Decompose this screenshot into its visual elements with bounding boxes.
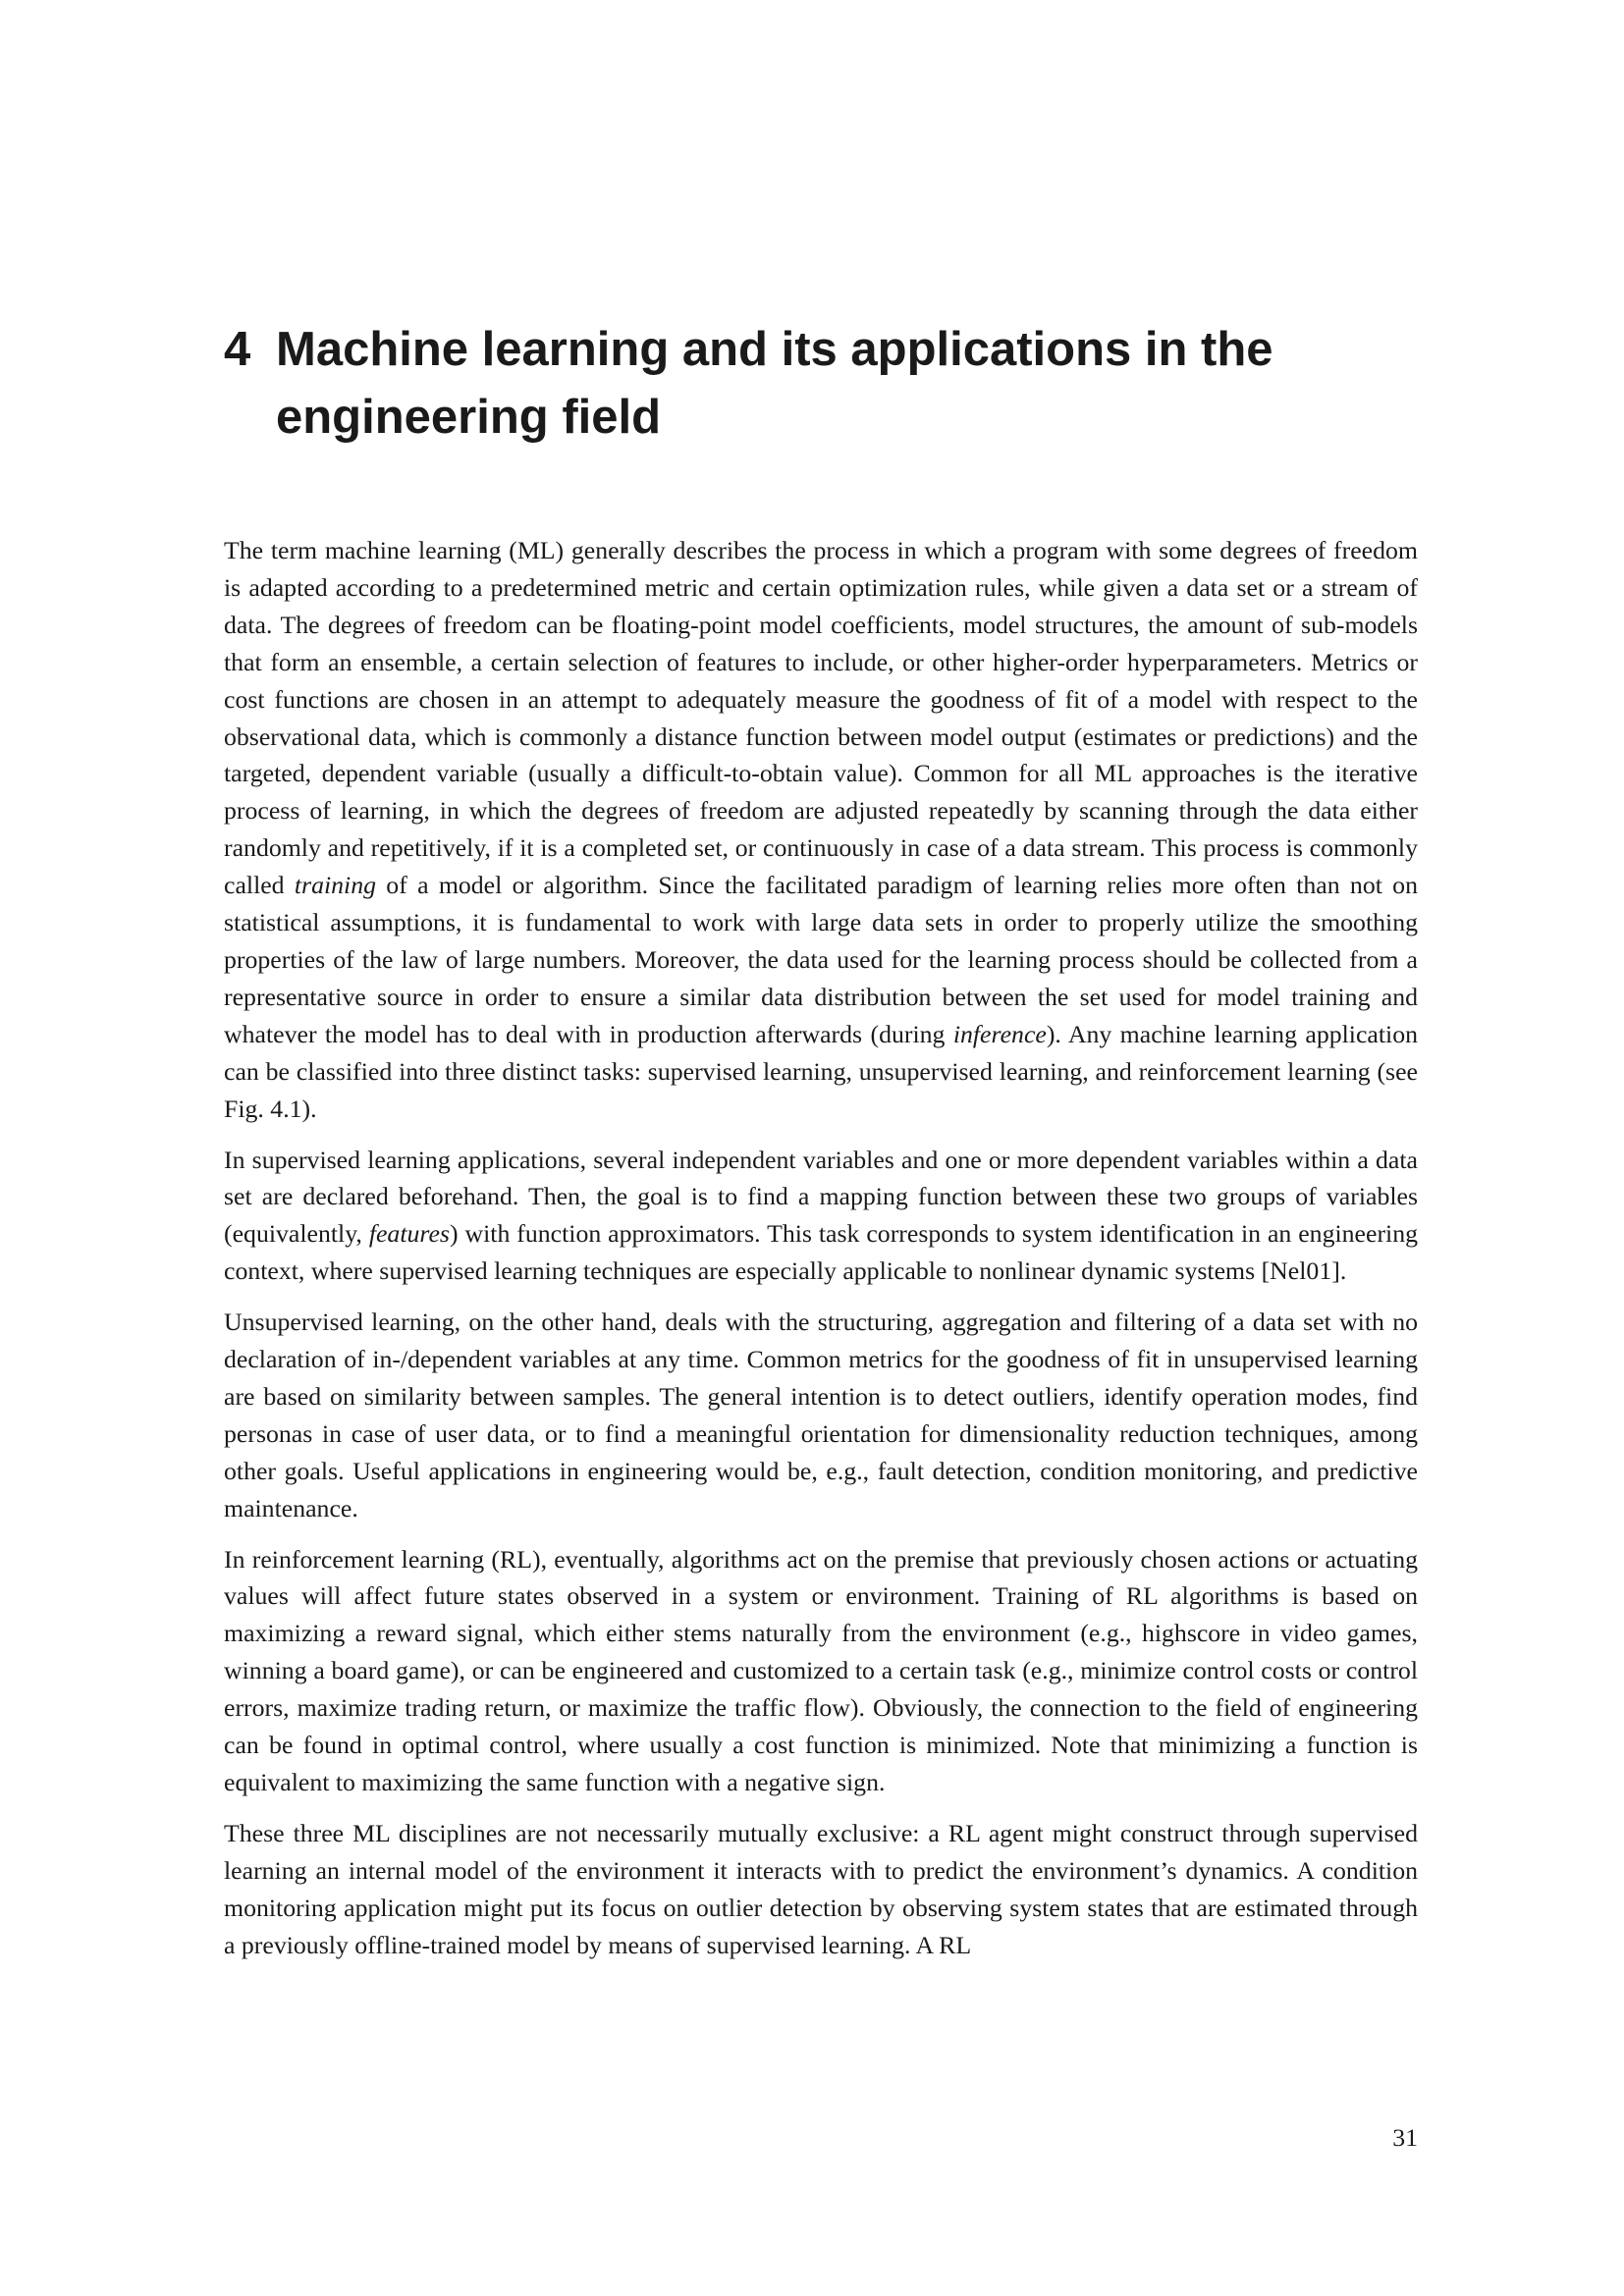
paragraph-supervised-learning [224, 1142, 1418, 1291]
paragraph-text: ) with function approximators. This task corresponds to system identification in an engineering context, where supervised learning techniques are especially applicable to nonlinear dynamic systems [Nel01]. [224, 1219, 1418, 1286]
emphasis-features: features [368, 1219, 450, 1249]
paragraph-unsupervised-learning: Unsupervised learning, on the other hand, deals with the structuring, aggregation and filtering of a data set with no declaration of in-/dependent variables at any time. Common metrics for the goodness of fit in unsupervised learning are based on similarity between samples. The general intention is to detect outliers, identify operation modes, find personas in case of user data, or to find a meaningful orientation for dimensionality reduction techniques, among other goals. Useful applications in engineering would be, e.g., fault detection, condition monitoring, and predictive maintenance. [224, 1308, 1418, 1522]
paragraph-text: ). Any machine learning application can be classified into three distinct tasks: supervised learning, unsupervised learning, and reinforcement learning (see Fig. 4.1). [224, 1019, 1418, 1123]
paragraph-reinforcement-learning: In reinforcement learning (RL), eventually, algorithms act on the premise that previously chosen actions or actuating values will affect future states observed in a system or environment. Training of RL algorithms is based on maximizing a reward signal, which either stems naturally from the environment (e.g., highscore in video games, winning a board game), or can be engineered and customized to a certain task (e.g., minimize control costs or control errors, maximize trading return, or maximize the traffic flow). Obviously, the connection to the field of engineering can be found in optimal control, where usually a cost function is minimized. Note that minimizing a function is equivalent to maximizing the same function with a negative sign. [224, 1544, 1418, 1796]
paragraph-text: of a model or algorithm. Since the facilitated paradigm of learning relies more often than not on statistical assumptions, it is fundamental to work with large data sets in order to properly utilize the smoothing properties of the law of large numbers. Moreover, the data used for the learning process should be collected from a representative source in order to ensure a similar data distribution between the set used for model training and whatever the model has to deal with in production afterwards (during [224, 871, 1418, 1048]
paragraph-disciplines-combined: These three ML disciplines are not necessarily mutually exclusive: a RL agent might construct through supervised learning an internal model of the environment it interacts with to predict the environment’s dynamics. A condition monitoring application might put its focus on outlier detection by observing system states that are estimated through a previously offline-trained model by means of supervised learning. A RL [224, 1818, 1418, 1959]
chapter-heading [224, 316, 1422, 452]
page-number: 31 [1392, 2123, 1418, 2152]
paragraph-text: In supervised learning applications, several independent variables and one or more dependent variables within a data set are declared beforehand. Then, the goal is to find a mapping function between these two groups of variables (equivalently, [224, 1145, 1418, 1249]
body-text [224, 532, 1418, 1978]
paragraph-text: The term machine learning (ML) generally describes the process in which a program with some degrees of freedom is adapted according to a predetermined metric and certain optimization rules, while given a data set or a stream of data. The degrees of freedom can be floating-point model coefficients, model structures, the amount of sub-models that form an ensemble, a certain selection of features to include, or other higher-order hyperparameters. Metrics or cost functions are chosen in an attempt to adequately measure the goodness of fit of a model with respect to the observational data, which is commonly a distance function between model output (estimates or predictions) and the targeted, dependent variable (usually a difficult-to-obtain value). Common for all ML approaches is the iterative process of learning, in which the degrees of freedom are adjusted repeatedly by scanning through the data either randomly and repetitively, if it is a completed set, or continuously in case of a data stream. This process is commonly called [224, 536, 1418, 900]
emphasis-training: training [294, 871, 377, 900]
emphasis-inference: inference [952, 1019, 1047, 1048]
chapter-title: Machine learning and its applications in the engineering field [276, 323, 1273, 444]
chapter-number: 4 [224, 323, 251, 376]
paragraph-ml-definition [224, 532, 1418, 1128]
